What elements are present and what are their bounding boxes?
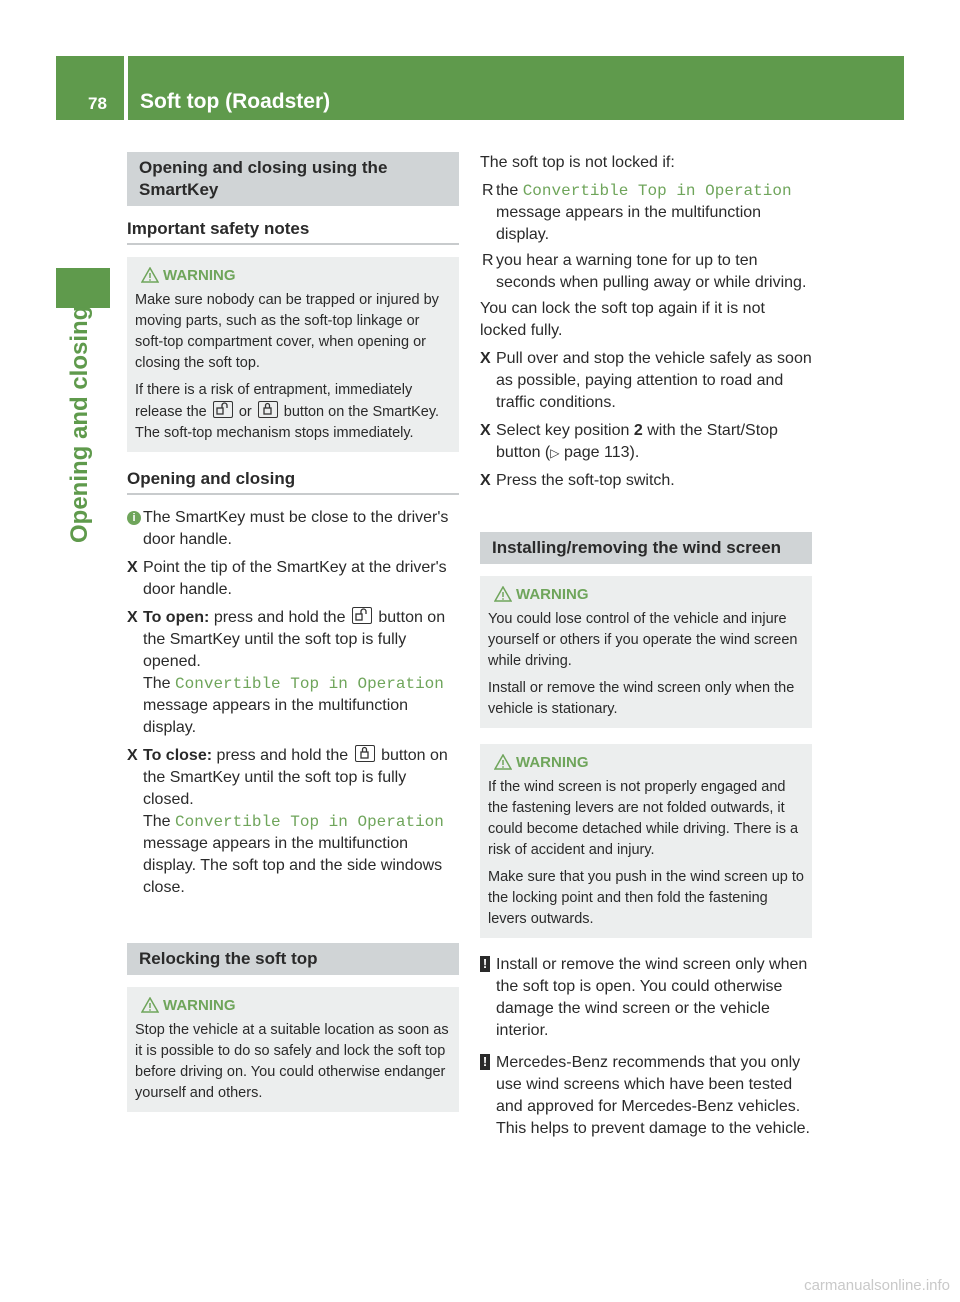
display-message: Convertible Top in Operation bbox=[522, 182, 792, 200]
warning-box-wind-screen-driving bbox=[480, 576, 812, 728]
warning-triangle-icon bbox=[141, 997, 159, 1013]
display-message: Convertible Top in Operation bbox=[175, 813, 444, 831]
warning-text: Stop the vehicle at a suitable location as soon as it is possible to do so safely and lock the soft top before driving on. You could otherwise endanger yourself and others. bbox=[135, 1022, 449, 1101]
step-close: X To close: press and hold the button on the SmartKey until the soft top is fully closed. The Convertible Top in Operation message appears in the multifunction display. The soft top and the side windows close. bbox=[127, 747, 448, 896]
warning-text: If the wind screen is not properly engaged and the fastening levers are not folded outwards, it could become detached while driving. There is a risk of accident and injury. bbox=[488, 779, 799, 858]
display-message: Convertible Top in Operation bbox=[175, 675, 444, 693]
side-tab-marker bbox=[56, 268, 110, 308]
bullet-marker-icon: R bbox=[482, 182, 494, 199]
unlock-key-icon bbox=[213, 401, 233, 418]
section-title-wind-screen: Installing/removing the wind screen bbox=[480, 532, 812, 564]
step-press-switch: X Press the soft-top switch. bbox=[480, 470, 812, 492]
step-marker-icon: X bbox=[480, 472, 491, 489]
section-title-relocking: Relocking the soft top bbox=[127, 943, 459, 975]
watermark: carmanualsonline.info bbox=[804, 1277, 950, 1294]
side-tab-label: Opening and closing bbox=[66, 305, 93, 543]
warning-text: You could lose control of the vehicle and injure yourself or others if you operate the wind screen while driving. bbox=[488, 611, 798, 669]
section-title-smartkey: Opening and closing using the SmartKey bbox=[127, 152, 459, 206]
warning-text: Make sure that you push in the wind screen up to the locking point and then fold the fastening levers outwards. bbox=[488, 869, 804, 927]
lock-key-icon bbox=[258, 401, 278, 418]
subhead-opening-closing: Opening and closing bbox=[127, 468, 459, 495]
unlock-key-icon bbox=[352, 607, 372, 624]
bullet-warning-tone: R you hear a warning tone for up to ten seconds when pulling away or while driving. bbox=[482, 252, 807, 291]
intro-text: The soft top is not locked if: bbox=[480, 154, 675, 171]
warning-triangle-icon bbox=[141, 267, 159, 283]
warning-text-release: If there is a risk of entrapment, immediately release the or button on the SmartKey. The soft-top mechanism stops immediately. bbox=[135, 382, 440, 441]
bullet-marker-icon: R bbox=[482, 252, 494, 269]
subhead-safety-notes: Important safety notes bbox=[127, 218, 459, 245]
warning-title: WARNING bbox=[135, 995, 451, 1016]
warning-box-entrapment bbox=[127, 257, 459, 452]
step-marker-icon: X bbox=[480, 350, 491, 367]
page-number: 78 bbox=[88, 94, 107, 113]
step-marker-icon: X bbox=[127, 747, 138, 764]
page-reference-arrow-icon: ▷ bbox=[550, 446, 560, 460]
left-column bbox=[127, 152, 459, 1128]
info-note: i The SmartKey must be close to the driver's door handle. bbox=[127, 507, 459, 551]
info-icon: i bbox=[127, 511, 141, 525]
note-wind-screen-soft-top: ! Install or remove the wind screen only when the soft top is open. You could otherwise damage the wind screen or the vehicle interior. bbox=[480, 954, 812, 1042]
step-marker-icon: X bbox=[480, 422, 491, 439]
warning-triangle-icon bbox=[494, 754, 512, 770]
relock-text: You can lock the soft top again if it is not locked fully. bbox=[480, 300, 765, 339]
step-pull-over: X Pull over and stop the vehicle safely as soon as possible, paying attention to road and traffic conditions. bbox=[480, 350, 812, 411]
right-column bbox=[480, 152, 812, 1150]
warning-text: Install or remove the wind screen only when the vehicle is stationary. bbox=[488, 680, 795, 717]
step-marker-icon: X bbox=[127, 609, 138, 626]
caution-icon: ! bbox=[480, 1054, 490, 1070]
step-marker-icon: X bbox=[127, 559, 138, 576]
warning-box-wind-screen-engaged bbox=[480, 744, 812, 938]
warning-box-relocking bbox=[127, 987, 459, 1112]
warning-title: WARNING bbox=[488, 752, 804, 773]
warning-title: WARNING bbox=[488, 584, 804, 605]
step-open: X To open: press and hold the button on the SmartKey until the soft top is fully opened. The Convertible Top in Operation message appears in the multifunction display. bbox=[127, 609, 446, 736]
lock-key-icon bbox=[355, 745, 375, 762]
warning-triangle-icon bbox=[494, 586, 512, 602]
bullet-display-message: R the Convertible Top in Operation message appears in the multifunction display. bbox=[482, 182, 792, 243]
page-title: Soft top (Roadster) bbox=[140, 90, 331, 113]
warning-text: Make sure nobody can be trapped or injured by moving parts, such as the soft-top linkage or soft-top compartment cover, when opening or closing the soft top. bbox=[135, 292, 439, 371]
step-key-position: X Select key position 2 with the Start/Stop button (▷ page 113). bbox=[480, 422, 778, 461]
step-point-key: X Point the tip of the SmartKey at the driver's door handle. bbox=[127, 559, 447, 598]
warning-title: WARNING bbox=[135, 265, 451, 286]
note-approved-wind-screens: ! Mercedes-Benz recommends that you only use wind screens which have been tested and approved for Mercedes-Benz vehicles. This helps to prevent damage to the vehicle. bbox=[480, 1052, 812, 1140]
caution-icon: ! bbox=[480, 956, 490, 972]
